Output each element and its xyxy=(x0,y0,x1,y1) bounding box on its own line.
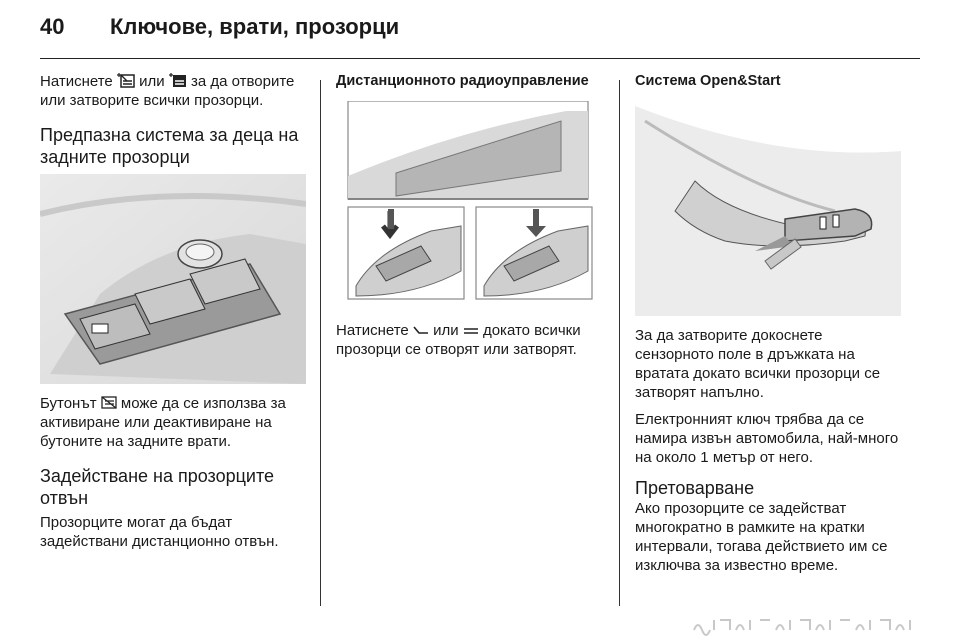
lock-key-icon xyxy=(463,325,479,337)
intro-paragraph: Натиснете или за да отворите или затворите всички прозорци. xyxy=(40,73,295,109)
window-switch-icon xyxy=(117,72,135,88)
open-start-paragraph-2: Електронният ключ трябва да се намира извън автомобила, най-много на около 1 метър от него. xyxy=(635,411,899,466)
column-divider xyxy=(320,80,321,606)
column-2 xyxy=(336,72,602,367)
remote-operation-text: Прозорците могат да бъдат задействани дистанционно отвън. xyxy=(40,514,279,550)
door-handle-illustration xyxy=(635,101,901,316)
watermark xyxy=(690,612,930,638)
remote-control-text: Натиснете или докато всички прозорци се отворят или затворят. xyxy=(336,322,581,358)
page-header xyxy=(40,14,399,40)
overload-heading: Претоварване xyxy=(635,478,755,498)
column-3 xyxy=(635,72,901,583)
column-divider xyxy=(619,80,620,606)
child-safety-heading: Предпазна система за деца на задните прозорци xyxy=(40,125,299,167)
window-switch-auto-icon xyxy=(169,72,187,88)
child-safety-text: Бутонът може да се използва за активиране или деактивиране на бутоните на задните врати. xyxy=(40,395,286,450)
overload-text: Ако прозорците се задействат многократно в рамките на кратки интервали, тогава действието им се изключва за известно време. xyxy=(635,500,888,574)
header-divider xyxy=(40,58,920,59)
remote-key-illustration xyxy=(336,101,602,301)
open-start-heading: Система Open&Start xyxy=(635,73,781,89)
open-start-paragraph-1: За да затворите докоснете сензорното поле в дръжката на вратата докато всички прозорци се затворят напълно. xyxy=(635,327,881,401)
column-1 xyxy=(40,72,306,559)
door-window-switch-illustration xyxy=(40,174,306,384)
child-lock-icon xyxy=(101,395,117,410)
page-number: 40 xyxy=(40,14,65,39)
unlock-key-icon xyxy=(413,325,429,337)
remote-control-heading: Дистанционното радиоуправление xyxy=(336,73,589,89)
remote-operation-heading: Задействане на прозорците отвън xyxy=(40,466,275,508)
page-title: Ключове, врати, прозорци xyxy=(110,14,400,39)
